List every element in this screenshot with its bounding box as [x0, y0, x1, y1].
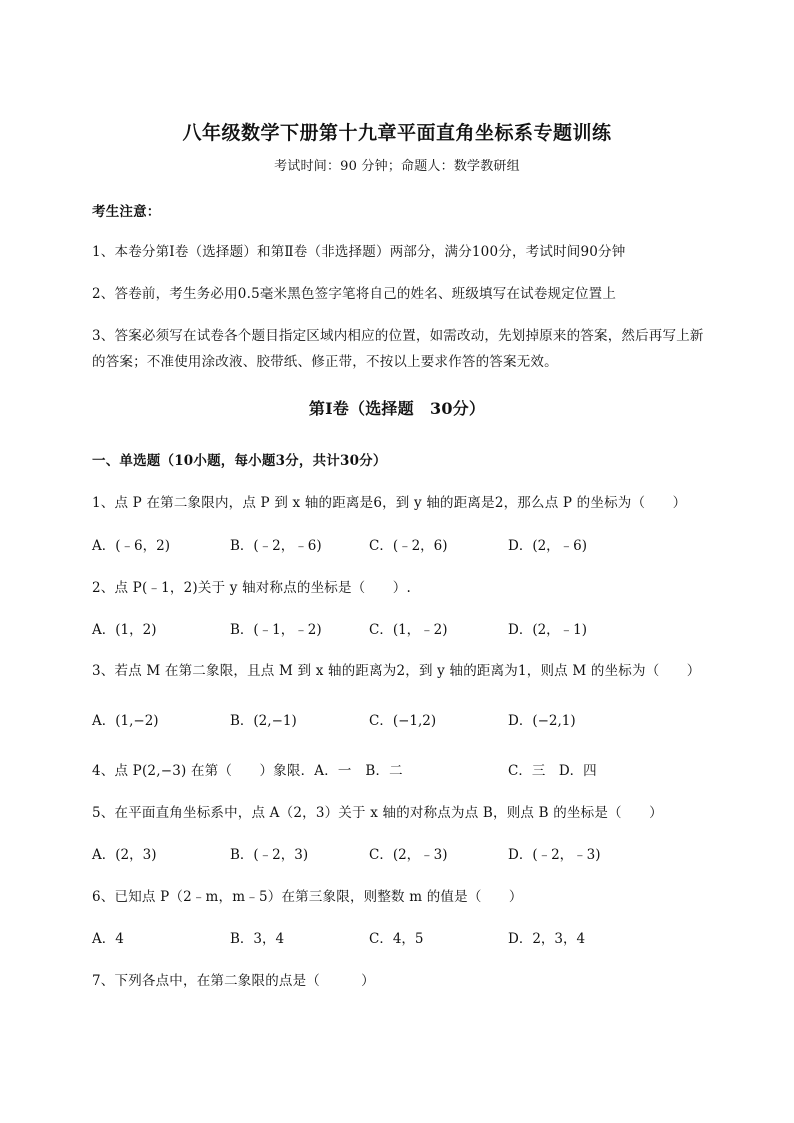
option-c[interactable]: C．4，5 [369, 931, 424, 947]
option-d[interactable]: D．(2，﹣1) [508, 622, 588, 638]
notes-heading: 考生注意： [92, 204, 161, 220]
option-b[interactable]: B．(2,−1) [230, 713, 297, 729]
option-c[interactable]: C．(﹣2，6) [369, 538, 448, 554]
option-c[interactable]: C．(−1,2) [369, 713, 437, 729]
options-tail[interactable]: C．三 D．四 [508, 763, 597, 779]
option-b[interactable]: B．3，4 [230, 931, 285, 947]
option-a[interactable]: A．4 [92, 931, 124, 947]
question-stem: 1、点 P 在第二象限内，点 P 到 x 轴的距离是6，到 y 轴的距离是2，那么点 P 的坐标为（ ） [92, 495, 687, 511]
question-stem: 4、点 P(2,−3) 在第（ ）象限．A．一 B．二 [92, 763, 403, 779]
option-c[interactable]: C．(2，﹣3) [369, 847, 448, 863]
option-b[interactable]: B．(﹣2，﹣6) [230, 538, 322, 554]
section-title: 第Ⅰ卷（选择题 30分） [308, 399, 486, 418]
option-c[interactable]: C．(1，﹣2) [369, 622, 448, 638]
question-stem: 3、若点 M 在第二象限，且点 M 到 x 轴的距离为2，到 y 轴的距离为1，则点 M 的坐标为（ ） [92, 663, 701, 679]
question-stem: 2、点 P(﹣1，2)关于 y 轴对称点的坐标是（ ）. [92, 580, 411, 596]
option-d[interactable]: D．(2，﹣6) [508, 538, 588, 554]
option-d[interactable]: D．(−2,1) [508, 713, 576, 729]
option-d[interactable]: D．2，3，4 [508, 931, 586, 947]
note-item: 3、答案必须写在试卷各个题目指定区域内相应的位置，如需改动，先划掉原来的答案，然后再写上新 [92, 328, 704, 344]
option-b[interactable]: B．(﹣1，﹣2) [230, 622, 322, 638]
question-stem: 6、已知点 P（2﹣m，m﹣5）在第三象限，则整数 m 的值是（ ） [92, 889, 523, 905]
page-title: 八年级数学下册第十九章平面直角坐标系专题训练 [182, 122, 612, 144]
part-heading: 一、单选题（10小题，每小题3分，共计30分） [92, 453, 387, 469]
note-item: 的答案；不准使用涂改液、胶带纸、修正带，不按以上要求作答的答案无效。 [92, 354, 558, 370]
note-item: 1、本卷分第Ⅰ卷（选择题）和第Ⅱ卷（非选择题）两部分，满分100分，考试时间90分钟 [92, 244, 626, 260]
page-subtitle: 考试时间：90 分钟；命题人：数学教研组 [274, 159, 520, 174]
option-a[interactable]: A．(﹣6，2) [92, 538, 170, 554]
note-item: 2、答卷前，考生务必用0.5毫米黑色签字笔将自己的姓名、班级填写在试卷规定位置上 [92, 286, 617, 302]
question-stem: 5、在平面直角坐标系中，点 A（2，3）关于 x 轴的对称点为点 B，则点 B 的坐标是（ ） [92, 805, 663, 821]
option-a[interactable]: A．(1，2) [92, 622, 157, 638]
option-d[interactable]: D．(﹣2，﹣3) [508, 847, 601, 863]
option-b[interactable]: B．(﹣2，3) [230, 847, 309, 863]
question-stem: 7、下列各点中，在第二象限的点是（ ） [92, 973, 375, 989]
option-a[interactable]: A．(1,−2) [92, 713, 159, 729]
option-a[interactable]: A．(2，3) [92, 847, 157, 863]
